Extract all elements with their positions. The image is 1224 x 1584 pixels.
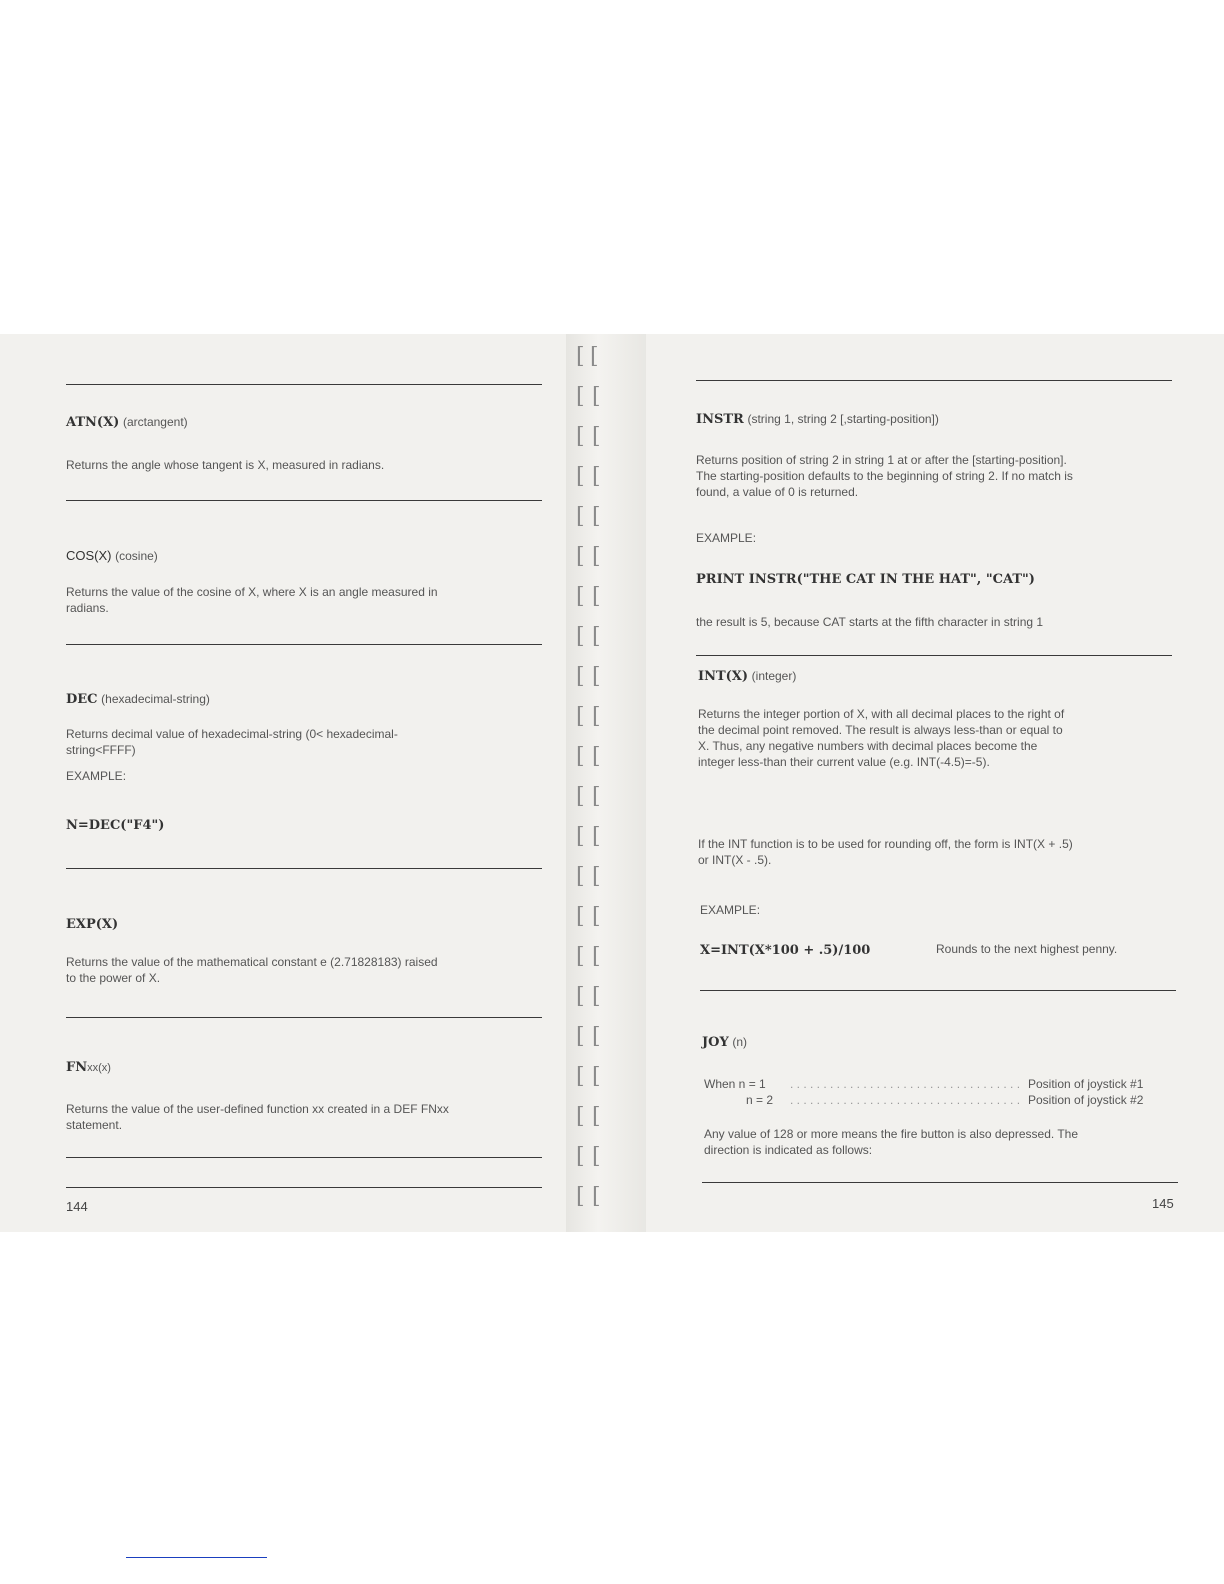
divider-rule	[66, 1187, 542, 1188]
divider-rule	[66, 1157, 542, 1158]
binding-ring: [	[576, 464, 585, 489]
binding-ring: [	[592, 944, 601, 969]
divider-rule	[66, 644, 542, 645]
binding-ring: [	[576, 944, 585, 969]
keyword-description: (n)	[732, 1035, 748, 1049]
divider-rule	[66, 384, 542, 385]
right-page	[640, 334, 1224, 1232]
binding-ring: [	[592, 544, 601, 569]
binding-ring: [	[576, 1144, 585, 1169]
binding-ring: [	[592, 664, 601, 689]
example-label: EXAMPLE:	[696, 531, 757, 545]
keyword: DEC	[66, 692, 98, 707]
dot-leader: . . . . . . . . . . . . . . . . . . . . . . . . . . . . . . . . . . .	[790, 1093, 1021, 1107]
divider-rule	[66, 868, 542, 869]
entry-body: radians.	[66, 601, 109, 615]
entry-heading-atn	[66, 414, 188, 430]
entry-heading-int	[698, 668, 796, 684]
example-note: Rounds to the next highest penny.	[936, 942, 1118, 956]
divider-rule	[700, 990, 1176, 991]
left-page	[0, 334, 572, 1232]
ring-binding	[566, 334, 646, 1232]
binding-ring: [	[592, 784, 601, 809]
binding-ring: [	[592, 744, 601, 769]
keyword-description: (integer)	[751, 669, 797, 683]
binding-ring: [	[592, 384, 601, 409]
binding-ring: [	[576, 1024, 585, 1049]
keyword-description: (cosine)	[115, 549, 158, 563]
binding-ring: [	[576, 384, 585, 409]
keyword-description: (hexadecimal-string)	[101, 692, 210, 706]
book-spread	[0, 334, 1224, 1232]
example-code: X=INT(X*100 + .5)/100	[700, 943, 871, 958]
binding-ring: [	[592, 1024, 601, 1049]
entry-body: Returns decimal value of hexadecimal-string (0< hexadecimal-	[66, 727, 398, 741]
entry-body: or INT(X - .5).	[698, 853, 772, 867]
binding-ring: [	[576, 864, 585, 889]
entry-body: The starting-position defaults to the beginning of string 2. If no match is	[696, 469, 1073, 483]
binding-ring: [	[592, 1184, 601, 1209]
entry-body: string<FFFF)	[66, 743, 136, 757]
example-code: PRINT INSTR("THE CAT IN THE HAT", "CAT")	[696, 572, 1035, 587]
entry-body: Returns the value of the cosine of X, where X is an angle measured in	[66, 585, 438, 599]
keyword-description: xx(x)	[87, 1062, 111, 1074]
binding-ring: [	[576, 664, 585, 689]
binding-ring: [	[592, 904, 601, 929]
entry-body: Returns the value of the mathematical constant e (2.71828183) raised	[66, 955, 438, 969]
keyword: FN	[66, 1060, 88, 1075]
entry-body: found, a value of 0 is returned.	[696, 485, 859, 499]
binding-ring: [	[592, 1144, 601, 1169]
keyword: JOY	[702, 1035, 729, 1050]
entry-body: If the INT function is to be used for rounding off, the form is INT(X + .5)	[698, 837, 1073, 851]
binding-ring: [	[592, 984, 601, 1009]
binding-ring: [	[576, 504, 585, 529]
binding-ring: [	[592, 504, 601, 529]
binding-ring: [	[592, 584, 601, 609]
entry-heading-instr	[696, 411, 939, 427]
binding-ring: [	[592, 824, 601, 849]
entry-body: Returns the angle whose tangent is X, measured in radians.	[66, 458, 385, 472]
entry-body: Any value of 128 or more means the fire button is also depressed. The	[704, 1127, 1078, 1141]
binding-ring: [	[576, 344, 585, 369]
joy-row-value: Position of joystick #1	[1028, 1077, 1144, 1091]
dot-leader: . . . . . . . . . . . . . . . . . . . . . . . . . . . . . . . . . . .	[790, 1077, 1021, 1091]
divider-rule	[66, 500, 542, 501]
example-label: EXAMPLE:	[700, 903, 761, 917]
divider-rule	[66, 1017, 542, 1018]
binding-ring: [	[592, 424, 601, 449]
binding-ring: [	[592, 864, 601, 889]
binding-ring: [	[576, 424, 585, 449]
entry-body: statement.	[66, 1118, 123, 1132]
page-number: 145	[1152, 1196, 1174, 1211]
binding-ring: [	[576, 1184, 585, 1209]
divider-rule	[696, 380, 1172, 381]
binding-ring: [	[576, 824, 585, 849]
link-underline	[126, 1557, 267, 1558]
joy-row-value: Position of joystick #2	[1028, 1093, 1144, 1107]
page-number: 144	[66, 1199, 88, 1214]
entry-heading-cos	[66, 548, 158, 563]
binding-ring: [	[576, 1104, 585, 1129]
joy-row-label: When n = 1	[704, 1077, 766, 1091]
example-result: the result is 5, because CAT starts at the fifth character in string 1	[696, 615, 1044, 629]
keyword-description: (arctangent)	[122, 415, 188, 429]
entry-heading-exp	[66, 916, 118, 932]
divider-rule	[696, 655, 1172, 656]
entry-body: X. Thus, any negative numbers with decimal places become the	[698, 739, 1038, 753]
entry-body: Returns position of string 2 in string 1 at or after the [starting-position].	[696, 453, 1067, 467]
entry-body: direction is indicated as follows:	[704, 1143, 873, 1157]
keyword: INT(X)	[698, 669, 749, 684]
joy-row-label: n = 2	[746, 1093, 774, 1107]
entry-body: integer less-than their current value (e.g. INT(-4.5)=-5).	[698, 755, 990, 769]
binding-ring: [	[592, 1064, 601, 1089]
binding-ring: [	[576, 624, 585, 649]
binding-ring: [	[592, 1104, 601, 1129]
example-code: N=DEC("F4")	[66, 818, 165, 833]
binding-ring: [	[576, 984, 585, 1009]
binding-ring: [	[592, 704, 601, 729]
keyword: INSTR	[696, 412, 744, 427]
binding-ring: [	[592, 464, 601, 489]
entry-body: Returns the integer portion of X, with all decimal places to the right of	[698, 707, 1065, 721]
entry-body: to the power of X.	[66, 971, 161, 985]
entry-heading-joy	[702, 1034, 747, 1050]
entry-body: Returns the value of the user-defined function xx created in a DEF FNxx	[66, 1102, 449, 1116]
keyword: ATN(X)	[66, 415, 120, 430]
keyword: COS(X)	[66, 548, 112, 563]
binding-ring: [	[592, 624, 601, 649]
keyword-description: (string 1, string 2 [,starting-position])	[747, 412, 939, 426]
entry-heading-dec	[66, 691, 210, 707]
keyword: EXP(X)	[66, 917, 119, 932]
entry-body: the decimal point removed. The result is always less-than or equal to	[698, 723, 1063, 737]
binding-ring: [	[576, 784, 585, 809]
binding-ring: [	[576, 584, 585, 609]
entry-heading-fn	[66, 1059, 111, 1075]
binding-ring: [	[576, 904, 585, 929]
binding-ring: [	[590, 344, 599, 369]
binding-ring: [	[576, 744, 585, 769]
divider-rule	[702, 1182, 1178, 1183]
binding-ring: [	[576, 544, 585, 569]
binding-ring: [	[576, 704, 585, 729]
example-label: EXAMPLE:	[66, 769, 127, 783]
binding-ring: [	[576, 1064, 585, 1089]
